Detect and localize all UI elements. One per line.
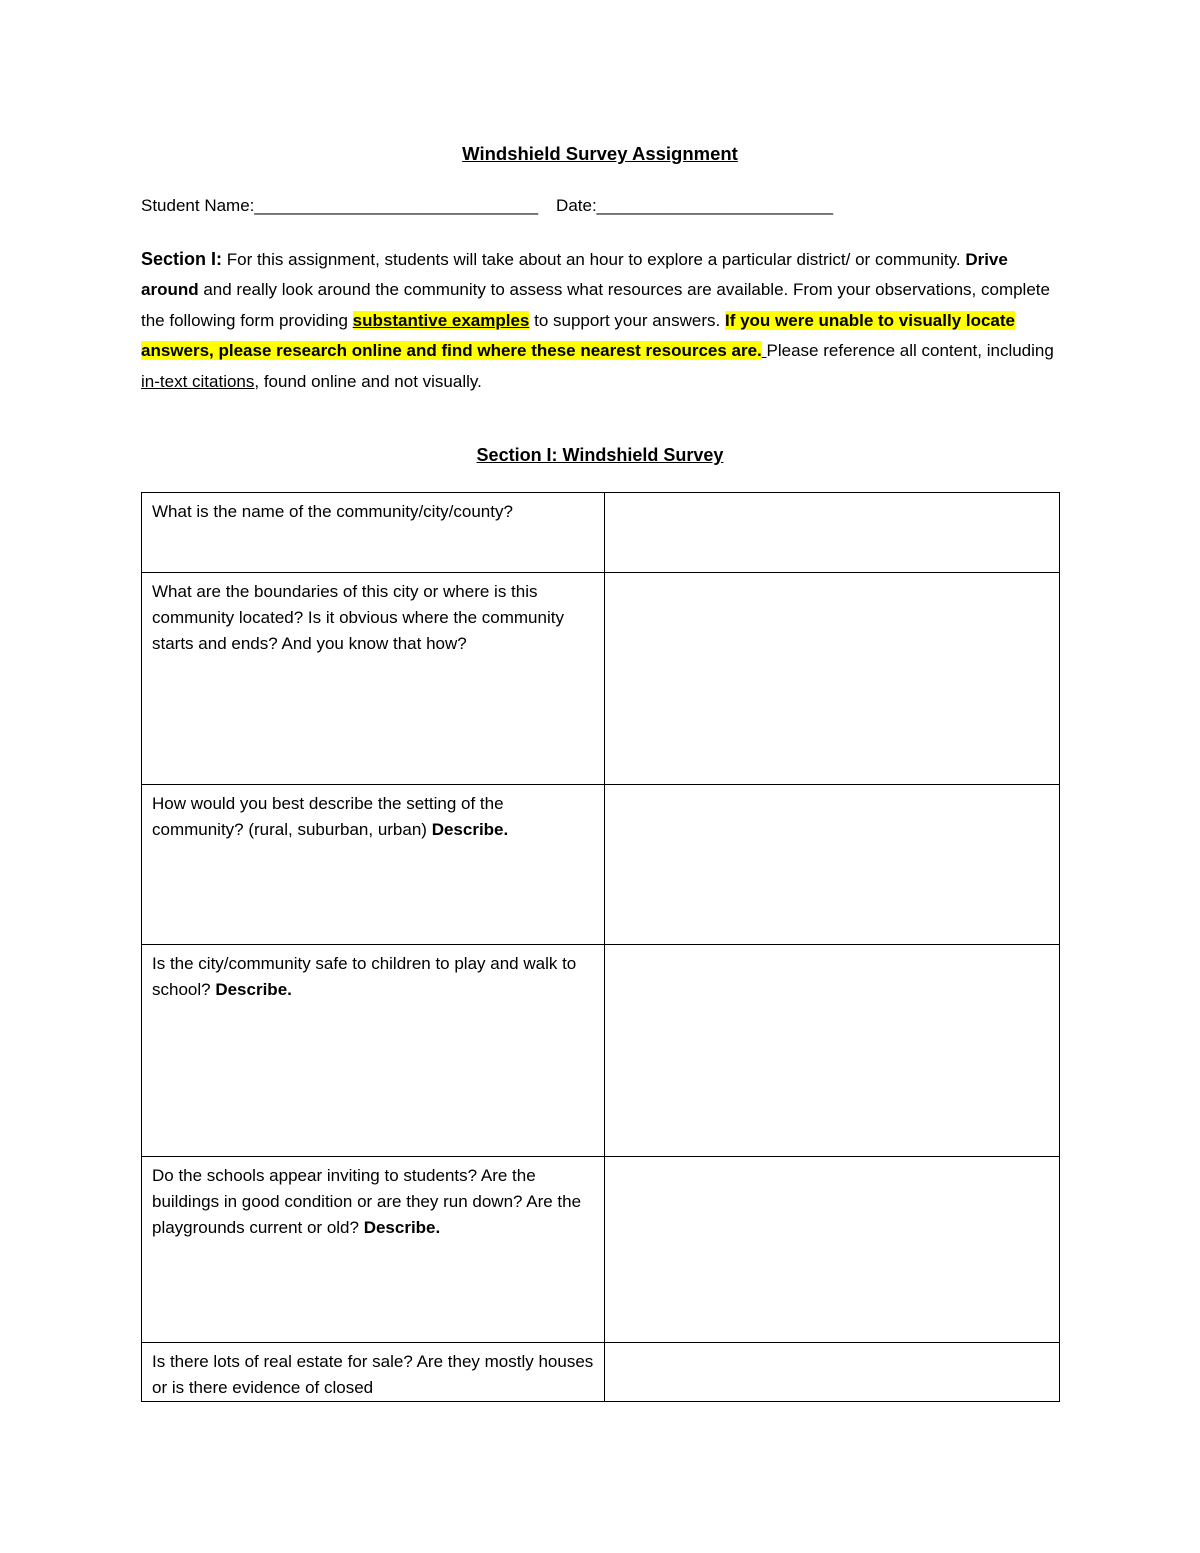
intro-text-3: to support your answers.: [529, 310, 725, 330]
student-info-line: [141, 196, 833, 216]
question-text: What are the boundaries of this city or where is this community located? Is it obvious where the community starts and ends? And you know that how?: [152, 582, 564, 653]
question-cell: [142, 945, 605, 1157]
section-lead: Section I:: [141, 249, 223, 269]
describe-label: Describe.: [215, 980, 292, 999]
survey-table: [141, 492, 1060, 1402]
table-row: [142, 493, 1060, 573]
question-cell: [142, 785, 605, 945]
answer-cell[interactable]: [605, 493, 1060, 573]
table-row: [142, 573, 1060, 785]
table-row: [142, 1157, 1060, 1343]
answer-cell[interactable]: [605, 1343, 1060, 1402]
table-row: [142, 945, 1060, 1157]
question-cell: [142, 1343, 605, 1402]
answer-cell[interactable]: [605, 1157, 1060, 1343]
question-text: How would you best describe the setting of the community? (rural, suburban, urban): [152, 794, 504, 839]
intro-text-2: and really look around the community to assess what resources are available. From your observations, complete the following form providing: [141, 280, 1050, 330]
drive-around-text: Drive around: [141, 250, 1008, 300]
table-row: [142, 1343, 1060, 1402]
section-heading: Section I: Windshield Survey: [476, 445, 724, 465]
in-text-citations-text: in-text citations,: [141, 371, 260, 391]
student-name-field[interactable]: Student Name:______________________________: [141, 196, 539, 215]
intro-text-6: found online and not visually.: [259, 371, 482, 391]
document-title: Windshield Survey Assignment: [462, 143, 738, 164]
answer-cell[interactable]: [605, 785, 1060, 945]
substantive-examples-text: substantive examples: [352, 310, 530, 330]
describe-label: Describe.: [363, 1218, 441, 1237]
date-field[interactable]: Date:_________________________: [556, 196, 834, 215]
question-cell: [142, 493, 605, 573]
table-row: [142, 785, 1060, 945]
highlighted-instruction: If you were unable to visually locate answers, please research online and find where these nearest resources are.: [141, 310, 1015, 361]
describe-label: Describe.: [431, 820, 509, 839]
question-text: What is the name of the community/city/county?: [152, 502, 513, 521]
answer-cell[interactable]: [605, 573, 1060, 785]
intro-paragraph: [141, 244, 1061, 397]
answer-cell[interactable]: [605, 945, 1060, 1157]
intro-text-5: Please reference all content, including: [766, 341, 1054, 361]
question-text: Is the city/community safe to children to play and walk to school?: [152, 954, 577, 999]
question-cell: [142, 573, 605, 785]
question-text: Is there lots of real estate for sale? Are they mostly houses or is there evidence of closed: [152, 1352, 594, 1397]
intro-text-1: For this assignment, students will take about an hour to explore a particular district/ or community.: [222, 250, 966, 269]
question-cell: [142, 1157, 605, 1343]
question-text: Do the schools appear inviting to students? Are the buildings in good condition or are they run down? Are the playgrounds current or old?: [152, 1166, 582, 1237]
